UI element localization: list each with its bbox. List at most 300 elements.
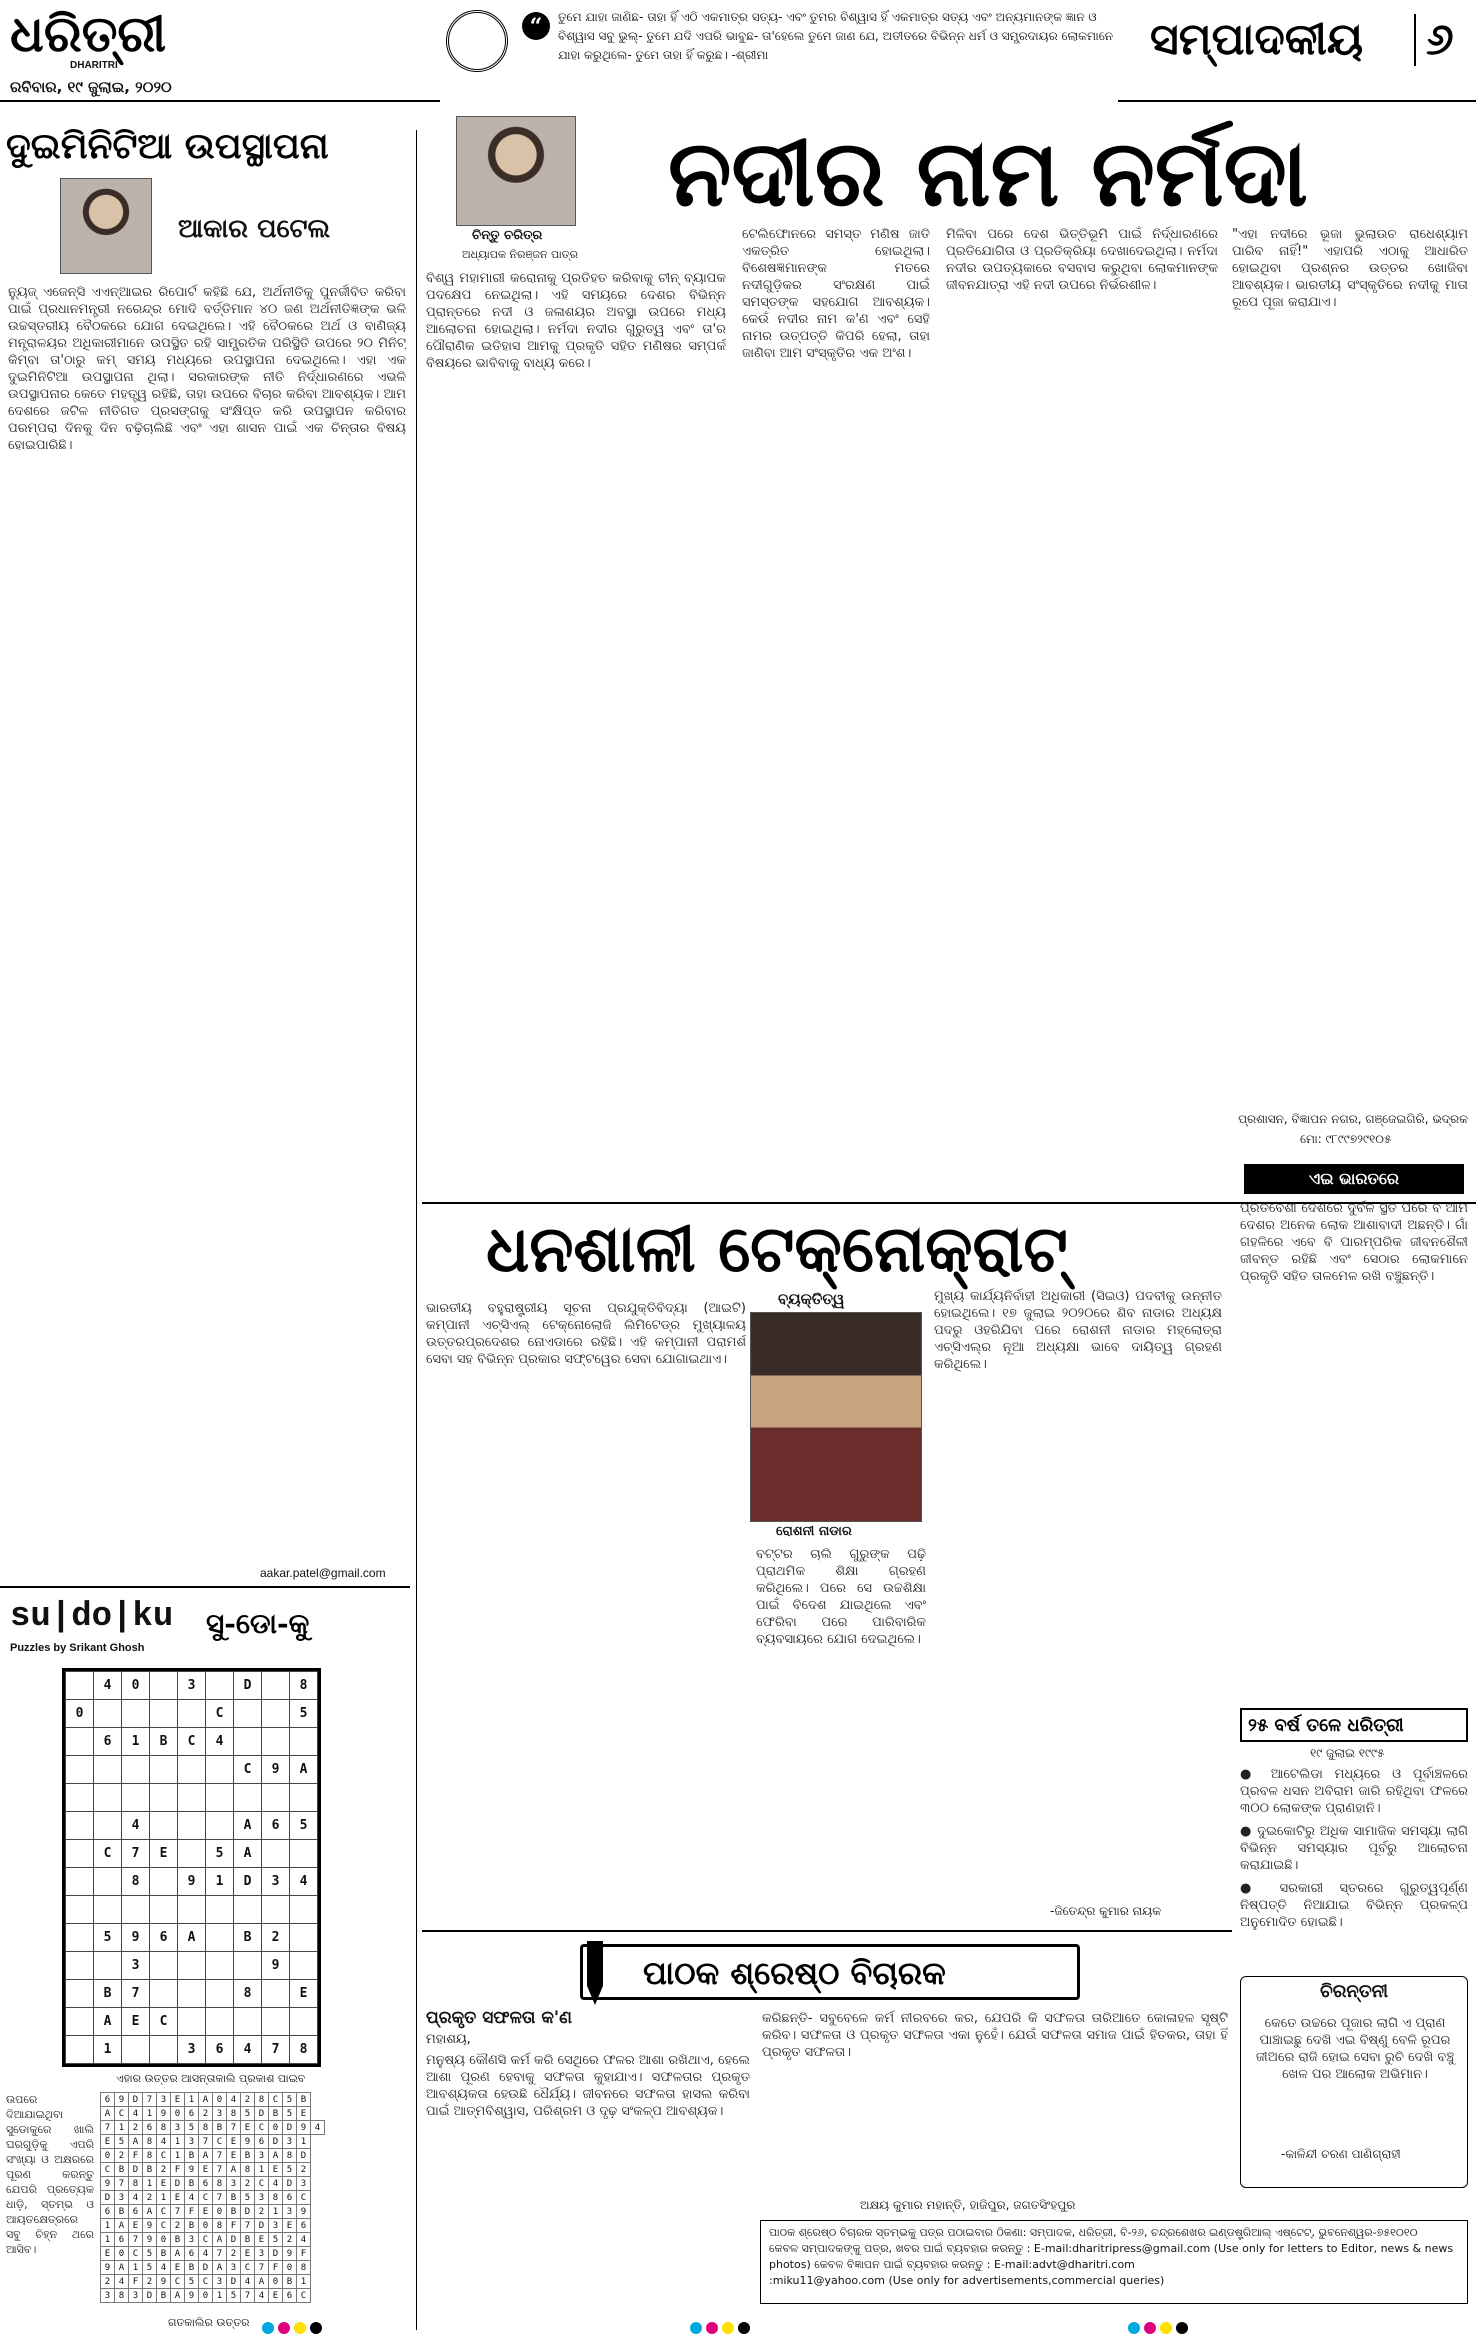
sudoku-answer-wrapper [100, 2092, 325, 2303]
answer-cell: 8 [157, 2121, 171, 2135]
editorial-title: ନଦୀର ନାମ ନର୍ମଦା [668, 119, 1308, 227]
answer-cell: 0 [283, 2261, 297, 2275]
sudoku-cell: A [234, 1840, 262, 1868]
answer-cell: D [227, 2275, 241, 2289]
answer-cell: 8 [143, 2135, 157, 2149]
answer-cell: D [129, 2163, 143, 2177]
sudoku-cell: 4 [290, 1868, 318, 1896]
answer-cell: 4 [157, 2261, 171, 2275]
sudoku-cell: 5 [206, 1840, 234, 1868]
sudoku-cell: B [234, 1924, 262, 1952]
answer-cell: 7 [143, 2093, 157, 2107]
answer-cell: E [269, 2289, 283, 2303]
sudoku-cell: 5 [290, 1700, 318, 1728]
answer-cell: B [241, 2149, 255, 2163]
answer-cell: 8 [115, 2289, 129, 2303]
sudoku-cell [234, 2008, 262, 2036]
sudoku-cell [262, 1672, 290, 1700]
answer-cell: 1 [297, 2275, 311, 2289]
answer-cell: 6 [185, 2247, 199, 2261]
answer-cell: 4 [311, 2121, 325, 2135]
sudoku-cell [178, 1896, 206, 1924]
answer-row [101, 2121, 325, 2135]
magenta-mark [1144, 2322, 1156, 2334]
sudoku-cell: 3 [262, 1868, 290, 1896]
answer-cell: C [115, 2107, 129, 2121]
answer-cell: C [129, 2247, 143, 2261]
sudoku-cell: 6 [262, 1812, 290, 1840]
sudoku-cell: 6 [94, 1728, 122, 1756]
sudoku-cell: 4 [94, 1672, 122, 1700]
black-mark [310, 2322, 322, 2334]
evergreen-title: ଚିରନ୍ତନୀ [1319, 1981, 1388, 2002]
answer-cell: C [157, 2219, 171, 2233]
answer-row [101, 2219, 325, 2233]
answer-cell: A [199, 2149, 213, 2163]
issue-date: ରବିବାର, ୧୯ ଜୁଲାଇ, ୨୦୨୦ [10, 78, 172, 96]
history-tag: ଏଇ ଭାରତରେ [1244, 1164, 1464, 1194]
answer-cell: 1 [143, 2107, 157, 2121]
cyan-mark [262, 2322, 274, 2334]
answer-cell: E [199, 2163, 213, 2177]
sudoku-cell: 9 [178, 1868, 206, 1896]
answer-cell: E [227, 2135, 241, 2149]
answer-cell: 0 [157, 2233, 171, 2247]
sudoku-cell: A [234, 1812, 262, 1840]
answer-cell: 4 [297, 2233, 311, 2247]
answer-cell: 9 [297, 2205, 311, 2219]
sudoku-cell [122, 1784, 150, 1812]
answer-row [101, 2163, 325, 2177]
answer-cell: 6 [283, 2191, 297, 2205]
sudoku-cell [94, 1868, 122, 1896]
sudoku-cell: 1 [206, 1868, 234, 1896]
answer-cell: D [269, 2135, 283, 2149]
yellow-mark [1160, 2322, 1172, 2334]
sudoku-cell: E [150, 1840, 178, 1868]
feature-photo [750, 1312, 922, 1522]
sudoku-cell [234, 1728, 262, 1756]
answer-cell: 8 [143, 2149, 157, 2163]
sudoku-cell: C [206, 1700, 234, 1728]
yellow-mark [722, 2322, 734, 2334]
sudoku-cell [94, 1784, 122, 1812]
answer-row [101, 2261, 325, 2275]
answer-cell: 5 [143, 2247, 157, 2261]
sudoku-cell [234, 1700, 262, 1728]
left-author: ଆକାର ପଟେଲ [178, 214, 331, 244]
sudoku-answer-grid [100, 2092, 325, 2303]
answer-row [101, 2205, 325, 2219]
answer-cell: A [101, 2107, 115, 2121]
answer-cell: A [171, 2247, 185, 2261]
answer-cell: 0 [171, 2107, 185, 2121]
sudoku-cell [178, 1840, 206, 1868]
sudoku-cell [66, 1924, 94, 1952]
sudoku-cell [206, 1672, 234, 1700]
answer-cell: 4 [157, 2135, 171, 2149]
answer-cell: F [129, 2275, 143, 2289]
sudoku-cell [262, 1784, 290, 1812]
answer-cell: 5 [241, 2107, 255, 2121]
answer-cell: 7 [241, 2289, 255, 2303]
sudoku-grid [65, 1671, 318, 2064]
sudoku-grid-wrapper [62, 1668, 321, 2067]
answer-cell: D [129, 2093, 143, 2107]
sudoku-cell [206, 1812, 234, 1840]
sudoku-cell [178, 1812, 206, 1840]
sudoku-cell: D [234, 1672, 262, 1700]
answer-cell: D [101, 2191, 115, 2205]
answer-cell: 4 [269, 2177, 283, 2191]
sudoku-answer-label: ଗତକାଲିର ଉତ୍ତର [168, 2316, 250, 2329]
answer-cell: 8 [129, 2177, 143, 2191]
sudoku-cell [178, 1980, 206, 2008]
sudoku-row [66, 1952, 318, 1980]
answer-row [101, 2135, 325, 2149]
answer-cell: F [171, 2163, 185, 2177]
answer-cell: A [199, 2093, 213, 2107]
answer-cell: D [269, 2247, 283, 2261]
letter-author: ଅକ୍ଷୟ କୁମାର ମହାନ୍ତି, ହାଜିପୁର, ଜଗତସିଂହପୁର [860, 2198, 1076, 2212]
answer-cell: B [283, 2275, 297, 2289]
answer-cell: E [297, 2107, 311, 2121]
answer-cell: 1 [171, 2149, 185, 2163]
answer-cell: 5 [185, 2275, 199, 2289]
answer-cell: 3 [227, 2177, 241, 2191]
answer-cell: 5 [227, 2289, 241, 2303]
sudoku-row [66, 1672, 318, 1700]
sudoku-cell [122, 2036, 150, 2064]
sudoku-cell: 0 [122, 1672, 150, 1700]
sudoku-cell [262, 1840, 290, 1868]
answer-cell: 1 [101, 2233, 115, 2247]
answer-cell: D [241, 2205, 255, 2219]
sudoku-cell [94, 1812, 122, 1840]
answer-cell: 1 [213, 2289, 227, 2303]
answer-cell: 1 [157, 2191, 171, 2205]
answer-cell: 2 [143, 2191, 157, 2205]
sudoku-row [66, 1980, 318, 2008]
left-author-email[interactable]: aakar.patel@gmail.com [260, 1566, 386, 1580]
sudoku-cell: B [94, 1980, 122, 2008]
sudoku-cell: 6 [206, 2036, 234, 2064]
answer-cell: A [129, 2135, 143, 2149]
feature-col-3: ମୁଖ୍ୟ କାର୍ଯ୍ୟନିର୍ବାହୀ ଅଧିକାରୀ (ସିଇଓ) ପଦବୀକୁ ଉନ୍ନୀତ ହୋଇଥିଲେ। ୧୭ ଜୁଲାଇ ୨୦୨୦ରେ ଶିବ ନାଡାର ଅଧ୍ୟକ୍ଷ ପଦରୁ ଓହରିଯିବା ପରେ ରୋଶନୀ ନାଡାର ମହ୍ଲୋତ୍ରା ଏଚ୍‌ସିଏଲ୍‌ର ନୂଆ ଅଧ୍ୟକ୍ଷା ଭାବେ ଦାୟିତ୍ୱ ଗ୍ରହଣ କରିଥିଲେ। [934, 1289, 1222, 1372]
answer-cell: 0 [115, 2247, 129, 2261]
answer-cell: 6 [101, 2093, 115, 2107]
answer-cell: 8 [213, 2177, 227, 2191]
sudoku-cell: 0 [66, 1700, 94, 1728]
answer-row [101, 2107, 325, 2121]
sudoku-cell [94, 1952, 122, 1980]
sudoku-cell: C [234, 1756, 262, 1784]
sudoku-cell: 1 [122, 1728, 150, 1756]
sudoku-cell [206, 1980, 234, 2008]
answer-cell: F [129, 2149, 143, 2163]
sudoku-cell [66, 1868, 94, 1896]
answer-cell: C [171, 2275, 185, 2289]
answer-cell: 5 [143, 2261, 157, 2275]
answer-cell: 6 [129, 2205, 143, 2219]
answer-cell: 3 [129, 2289, 143, 2303]
answer-cell: D [199, 2261, 213, 2275]
answer-cell: 4 [185, 2191, 199, 2205]
sudoku-cell [178, 2008, 206, 2036]
answer-cell: E [129, 2219, 143, 2233]
answer-cell: 2 [227, 2247, 241, 2261]
answer-cell: C [255, 2177, 269, 2191]
answer-cell: 6 [297, 2219, 311, 2233]
answer-cell: B [115, 2205, 129, 2219]
answer-cell: C [269, 2093, 283, 2107]
sudoku-cell: 4 [122, 1812, 150, 1840]
answer-cell: B [227, 2191, 241, 2205]
sudoku-cell [122, 1896, 150, 1924]
answer-cell: 8 [199, 2121, 213, 2135]
sudoku-cell [234, 1952, 262, 1980]
sudoku-cell: 8 [234, 1980, 262, 2008]
feature-col-2: ବଟ୍ଟର ଚାଲି ଗୁରୁଙ୍କ ପଢ଼ି ପ୍ରାଥମିକ ଶିକ୍ଷା ଗ୍ରହଣ କରିଥିଲେ। ପରେ ସେ ଉଚ୍ଚଶିକ୍ଷା ପାଇଁ ବିଦେଶ ଯାଇଥିଲେ ଏବଂ ଫେରିବା ପରେ ପାରିବାରିକ ବ୍ୟବସାୟରେ ଯୋଗ ଦେଇଥିଲେ। [756, 1547, 926, 1647]
answer-cell: C [255, 2121, 269, 2135]
answer-cell: E [171, 2191, 185, 2205]
answer-cell: 3 [283, 2135, 297, 2149]
flashback-item: ● ସରକାରୀ ସ୍ତରରେ ଗୁରୁତ୍ୱପୂର୍ଣ୍ଣ ନିଷ୍ପତ୍ତି ନିଆଯାଇ ବିଭିନ୍ନ ପ୍ରକଳ୍ପ ଅନୁମୋଦିତ ହୋଇଛି। [1240, 1881, 1468, 1930]
answer-cell: C [199, 2191, 213, 2205]
answer-cell: A [115, 2261, 129, 2275]
answer-cell: 7 [115, 2177, 129, 2191]
answer-cell: 8 [227, 2107, 241, 2121]
address-line-1: ପାଠକ ଶ୍ରେଷ୍ଠ ବିଚାରକ ସ୍ତମ୍ଭକୁ ପତ୍ର ପଠାଇବାର ଠିକଣା: ସମ୍ପାଦକ, ଧରିତ୍ରୀ, ବି-୨୬, ଚନ୍ଦ୍ରଶେଖର ଇଣ୍ଡଷ୍ଟ୍ରିଆଲ୍ ଏଷ୍ଟେଟ୍, ଭୁବନେଶ୍ୱର-୭୫୧୦୧୦ [769, 2226, 1418, 2239]
answer-cell: 2 [241, 2093, 255, 2107]
answer-cell: 9 [143, 2219, 157, 2233]
sudoku-cell: 6 [150, 1924, 178, 1952]
answer-cell: 9 [283, 2247, 297, 2261]
answer-cell: C [101, 2163, 115, 2177]
sudoku-cell: 7 [262, 2036, 290, 2064]
answer-cell: 2 [143, 2275, 157, 2289]
sudoku-cell [150, 2036, 178, 2064]
answer-cell: E [241, 2121, 255, 2135]
sudoku-cell [178, 1756, 206, 1784]
answer-cell: 0 [199, 2289, 213, 2303]
sudoku-cell [94, 1756, 122, 1784]
flashback-item: ● ଦୁଇକୋଟିରୁ ଅଧିକ ସାମାଜିକ ସମସ୍ୟା ଲାଗି ବିଭିନ୍ନ ସମସ୍ୟାର ପୂର୍ବରୁ ଆଲୋଚନା କରାଯାଇଛି। [1240, 1824, 1468, 1873]
letter-title: ପ୍ରକୃତ ସଫଳତା କ'ଣ [426, 2008, 572, 2028]
answer-cell: 3 [269, 2219, 283, 2233]
sudoku-cell [262, 1896, 290, 1924]
answer-cell: D [297, 2149, 311, 2163]
answer-cell: E [241, 2247, 255, 2261]
answer-cell: 7 [227, 2121, 241, 2135]
sudoku-cell [206, 1952, 234, 1980]
left-column-title: ଦୁଇମିନିଟିଆ ଉପସ୍ଥାପନା [6, 125, 329, 167]
answer-cell: 7 [213, 2163, 227, 2177]
answer-cell: 5 [241, 2191, 255, 2205]
answer-cell: 6 [283, 2289, 297, 2303]
answer-cell: D [227, 2233, 241, 2247]
answer-cell: 8 [283, 2149, 297, 2163]
yellow-mark [294, 2322, 306, 2334]
answer-cell: B [185, 2261, 199, 2275]
sudoku-cell: A [94, 2008, 122, 2036]
sudoku-cell: 8 [122, 1868, 150, 1896]
sudoku-cell [66, 2036, 94, 2064]
sudoku-cell: 3 [178, 1672, 206, 1700]
sudoku-cell [94, 1896, 122, 1924]
sudoku-cell: 2 [262, 1924, 290, 1952]
feature-photo-caption: ରୋଶନୀ ନାଡାର [776, 1524, 852, 1539]
answer-cell: 5 [283, 2163, 297, 2177]
sudoku-cell [290, 1784, 318, 1812]
address-box [760, 2220, 1468, 2304]
answer-cell: 0 [269, 2121, 283, 2135]
sudoku-cell: 4 [234, 2036, 262, 2064]
answer-cell: 7 [199, 2135, 213, 2149]
answer-cell: 3 [255, 2149, 269, 2163]
answer-cell: E [171, 2093, 185, 2107]
sudoku-cell [66, 2008, 94, 2036]
sudoku-cell [178, 1700, 206, 1728]
answer-cell: 1 [255, 2163, 269, 2177]
sudoku-cell [66, 1896, 94, 1924]
left-article-body: ନ୍ୟୁଜ୍ ଏଜେନ୍ସି ଏଏନ୍ଆଇର ରିପୋର୍ଟ କହିଛି ଯେ, ଅର୍ଥନୀତିକୁ ପୁନର୍ଜୀବିତ କରିବା ପାଇଁ ପ୍ରଧାନମନ୍ତ୍ରୀ ନରେନ୍ଦ୍ର ମୋଦି ବର୍ତ୍ତିମାନ ୪୦ ଜଣ ଅର୍ଥନୀତିଜ୍ଞଙ୍କ ଭଳି ଉଚ୍ଚସ୍ତରୀୟ ବୈଠକରେ ଯୋଗ ଦେଇଥିଲେ। ଏହି ବୈଠକରେ ଅର୍ଥ ଓ ବାଣିଜ୍ୟ ମନ୍ତ୍ରାଳୟର ଅଧିକାରୀମାନେ ଉପସ୍ଥିତ ରହି ସାମ୍ପ୍ରତିକ ପରିସ୍ଥିତି ଉପରେ ୨୦ ମିନିଟ୍ କିମ୍ବା ତା'ଠାରୁ କମ୍ ସମୟ ମଧ୍ୟରେ ଉପସ୍ଥାପନା ଦେଇଥିଲେ। ଏହା ଏକ ଦୁଇମିନିଟିଆ ଉପସ୍ଥାପନା ଥିଲା। ସରକାରଙ୍କ ନୀତି ନିର୍ଦ୍ଧାରଣରେ ଏଭଳି ଉପସ୍ଥାପନାର କେତେ ମହତ୍ତ୍ୱ ରହିଛି, ତାହା ଉପରେ ବିଚାର କରିବା ଆବଶ୍ୟକ। ଆମ ଦେଶରେ ଜଟିଳ ନୀତିଗତ ପ୍ରସଙ୍ଗକୁ ସଂକ୍ଷିପ୍ତ କରି ଉପସ୍ଥାପନ କରିବାର ପରମ୍ପରା ଦିନକୁ ଦିନ ବଢ଼ିଚାଲିଛି ଏବଂ ଏହା ଶାସନ ପାଇଁ ଏକ ଚିନ୍ତାର ବିଷୟ ହୋଇପାରିଛି। [8, 285, 406, 453]
answer-cell: C [157, 2149, 171, 2163]
answer-cell: B [185, 2149, 199, 2163]
answer-cell: 3 [297, 2177, 311, 2191]
answer-row [101, 2247, 325, 2261]
answer-cell: 2 [241, 2177, 255, 2191]
answer-cell: 7 [213, 2149, 227, 2163]
answer-cell: 2 [101, 2275, 115, 2289]
sudoku-title-odia: ସୁ-ଡୋ-କୁ [206, 1607, 310, 1640]
sudoku-cell [262, 2008, 290, 2036]
answer-cell: A [143, 2205, 157, 2219]
sudoku-cell [66, 1756, 94, 1784]
logo-subtitle: DHARITRI [70, 60, 118, 71]
answer-cell: 9 [241, 2135, 255, 2149]
editorial-byline: ଅଧ୍ୟାପକ ନିରଞ୍ଜନ ପାତ୍ର [462, 248, 578, 261]
answer-cell: E [101, 2247, 115, 2261]
answer-cell: B [297, 2093, 311, 2107]
pen-icon [575, 1941, 615, 2005]
letter-col-2: କରିଛନ୍ତି- ସବୁବେଳେ କର୍ମ ନୀରବରେ କର, ଯେପରି କି ସଫଳତା ତାରିଆତେ କୋଳାହଳ ସୃଷ୍ଟି କରିବ। ସଫଳତା ଓ ପ୍ରକୃତ ସଫଳତା ଏକା ନୁହେଁ। ଯେଉଁ ସଫଳତା ସମାଜ ପାଇଁ ହିତକର, ତାହା ହିଁ ପ୍ରକୃତ ସଫଳତା। [762, 2011, 1228, 2060]
answer-cell: 3 [213, 2107, 227, 2121]
answer-cell: C [297, 2289, 311, 2303]
answer-cell: B [171, 2233, 185, 2247]
sudoku-cell [178, 1952, 206, 1980]
sudoku-cell [150, 1784, 178, 1812]
sudoku-cell: C [94, 1840, 122, 1868]
answer-cell: 1 [297, 2135, 311, 2149]
sudoku-cell: 9 [262, 1756, 290, 1784]
answer-cell: 1 [185, 2093, 199, 2107]
sudoku-row [66, 1728, 318, 1756]
answer-cell: B [157, 2289, 171, 2303]
sudoku-cell [150, 1756, 178, 1784]
sudoku-cell [122, 1756, 150, 1784]
answer-cell: 4 [241, 2275, 255, 2289]
answer-cell: B [269, 2107, 283, 2121]
answer-cell: 3 [255, 2191, 269, 2205]
answer-cell: A [115, 2219, 129, 2233]
sudoku-row [66, 2036, 318, 2064]
sudoku-row [66, 1812, 318, 1840]
sudoku-row [66, 1784, 318, 1812]
editorial-col-2: ଟେଲିଫୋନରେ ସମସ୍ତ ମଣିଷ ଜାତି ଏକତ୍ରିତ ହୋଇଥିଲା। ବିଶେଷଜ୍ଞମାନଙ୍କ ମତରେ ନଦୀଗୁଡ଼ିକର ସଂରକ୍ଷଣ ପାଇଁ ସମସ୍ତଙ୍କ ସହଯୋଗ ଆବଶ୍ୟକ। କେଉଁ ନଦୀର ନାମ କ'ଣ ଏବଂ ସେହି ନାମର ଉତ୍ପତ୍ତି କିପରି ହେଲା, ତାହା ଜାଣିବା ଆମ ସଂସ୍କୃତିର ଏକ ଅଂଶ। [742, 227, 930, 361]
sudoku-cell: 7 [122, 1840, 150, 1868]
author-photo [60, 178, 152, 274]
sudoku-cell [150, 1700, 178, 1728]
sudoku-cell: 3 [122, 1952, 150, 1980]
sudoku-cell [290, 2008, 318, 2036]
feature-col-1: ଭାରତୀୟ ବହୁରାଷ୍ଟ୍ରୀୟ ସୂଚନା ପ୍ରଯୁକ୍ତିବିଦ୍ୟା (ଆଇଟି) କମ୍ପାନୀ ଏଚ୍‌ସିଏଲ୍ ଟେକ୍ନୋଲୋଜି ଲିମିଟେଡ୍‌ର ମୁଖ୍ୟାଳୟ ଉତ୍ତରପ୍ରଦେଶର ନୋଏଡାରେ ରହିଛି। ଏହି କମ୍ପାନୀ ପରାମର୍ଶ ସେବା ସହ ବିଭିନ୍ନ ପ୍ରକାର ସଫ୍ଟୱେର ସେବା ଯୋଗାଇଥାଏ। [426, 1301, 746, 1367]
address-line-3[interactable]: :miku11@yahoo.com (Use only for advertisements,commercial queries) [769, 2274, 1165, 2287]
sudoku-row [66, 1924, 318, 1952]
answer-cell: 9 [157, 2107, 171, 2121]
answer-cell: 9 [185, 2163, 199, 2177]
sudoku-row [66, 1840, 318, 1868]
ashram-emblem-icon [446, 10, 508, 72]
answer-cell: 3 [213, 2275, 227, 2289]
answer-row [101, 2233, 325, 2247]
answer-cell: 8 [297, 2261, 311, 2275]
page-number: ୬ [1426, 14, 1454, 65]
sudoku-cell [178, 1784, 206, 1812]
letter-salutation: ମହାଶୟ, [426, 2032, 471, 2047]
answer-cell: B [157, 2247, 171, 2261]
answer-cell: 3 [115, 2191, 129, 2205]
flashback-title: ୨୫ ବର୍ଷ ତଳେ ଧରିତ୍ରୀ [1248, 1715, 1404, 1736]
black-mark [738, 2322, 750, 2334]
sudoku-cell [66, 1728, 94, 1756]
answer-cell: 9 [157, 2275, 171, 2289]
sudoku-cell [66, 1812, 94, 1840]
answer-cell: 2 [115, 2149, 129, 2163]
answer-cell: D [283, 2121, 297, 2135]
sudoku-cell [150, 1952, 178, 1980]
sudoku-brand: su|do|ku [10, 1598, 174, 1636]
answer-cell: 8 [241, 2163, 255, 2177]
answer-cell: E [101, 2135, 115, 2149]
answer-cell: A [171, 2289, 185, 2303]
editorial-col-4: "ଏହା ନଦୀରେ ଭୂଜା ଭୁଲାଉଚ ରାଧେଶ୍ୟାମ ପାରିବ ନାହିଁ!" ଏହାପରି ଏଠାକୁ ଆଧାରିତ ହୋଇଥିବା ପ୍ରଶ୍ନର ଉତ୍ତର ଖୋଜିବା ଆବଶ୍ୟକ। ଭାରତୀୟ ସଂସ୍କୃତିରେ ନଦୀକୁ ମାତା ରୂପେ ପୂଜା କରାଯାଏ। [1232, 227, 1468, 310]
answer-cell: E [157, 2177, 171, 2191]
sudoku-cell [66, 1784, 94, 1812]
answer-cell: E [255, 2233, 269, 2247]
sudoku-cell [66, 1952, 94, 1980]
answer-cell: 4 [129, 2191, 143, 2205]
answer-cell: E [199, 2205, 213, 2219]
sudoku-cell [66, 1672, 94, 1700]
answer-cell: 5 [283, 2093, 297, 2107]
quote-mark-icon: “ [522, 12, 550, 40]
sudoku-cell [206, 1924, 234, 1952]
history-text: ପ୍ରତିବେଶୀ ଦେଶରେ ଦୁର୍ବଳ ସ୍ଥିତି ପରେ ବି ଆମ ଦେଶର ଅନେକ ଲୋକ ଆଶାବାଦୀ ଅଛନ୍ତି। ଗାଁ ଗହଳିରେ ଏବେ ବି ପାରମ୍ପରିକ ଜୀବନଶୈଳୀ ଜୀବନ୍ତ ରହିଛି ଏବଂ ସେଠାର ଲୋକମାନେ ପ୍ରକୃତି ସହିତ ତାଳମେଳ ରଖି ବଞ୍ଚୁଛନ୍ତି। [1240, 1201, 1468, 1284]
answer-cell: E [171, 2261, 185, 2275]
address-line-2[interactable]: କେବଳ ସମ୍ପାଦକଙ୍କୁ ପତ୍ର, ଖବର ପାଇଁ ବ୍ୟବହାର କରନ୍ତୁ : E-mail:dharitripress@gmail.com (Use only for letters to Editor, news & news photos) କେବଳ ବିଜ୍ଞାପନ ପାଇଁ ବ୍ୟବହାର କରନ୍ତୁ : E-mail:advt@dharitri.com [769, 2242, 1454, 2271]
answer-cell: 2 [129, 2121, 143, 2135]
answer-cell: 2 [157, 2163, 171, 2177]
answer-cell: 5 [269, 2233, 283, 2247]
answer-cell: 6 [101, 2205, 115, 2219]
answer-cell: 3 [171, 2121, 185, 2135]
sudoku-cell: 7 [122, 1980, 150, 2008]
answer-cell: 3 [227, 2261, 241, 2275]
answer-cell: D [255, 2219, 269, 2233]
answer-cell: D [171, 2177, 185, 2191]
feature-credit: -ଜିତେନ୍ଦ୍ର କୁମାର ନାୟକ [1050, 1904, 1162, 1918]
